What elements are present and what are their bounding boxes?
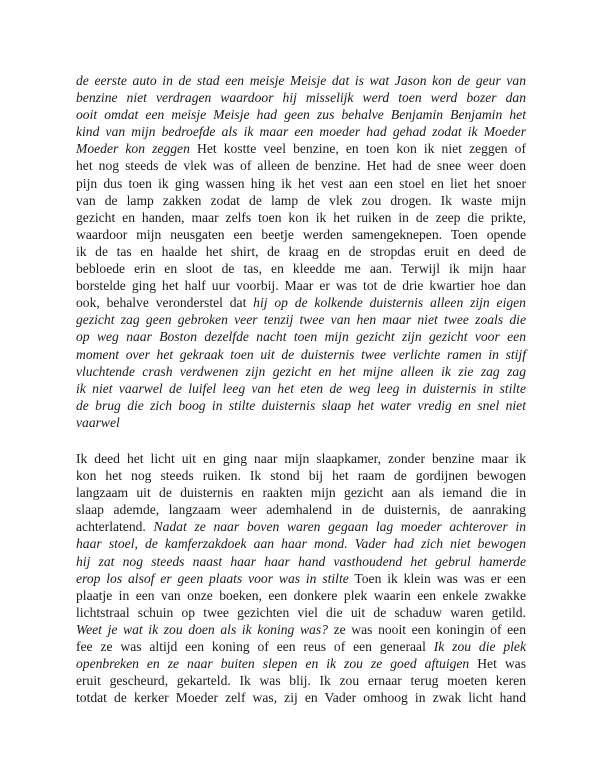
text-line [76,106,526,123]
italic-text: ik niet vaarwel de luifel leeg van het eten de weg leeg in duisternis in stilte [76,380,526,396]
italic-text: op weg naar Boston dezelfde nacht toen mijn gezicht zijn gezicht voor een [76,329,526,345]
text-line [76,209,526,226]
italic-text: Ik zou die plek [433,639,527,655]
italic-text: erop los alsof er geen plaats voor was in stilte [76,570,349,586]
text-line [76,226,526,243]
text-segment: fee ze was altijd een koning of een reus of een generaal [76,639,434,655]
text-line [76,123,526,140]
text-line [76,553,526,570]
text-segment: van de lamp zakken zodat de lamp de vlek zou drogen. Ik waste mijn [76,192,526,208]
text-line [76,346,526,363]
text-line [76,484,526,501]
italic-text: Moeder kon zeggen [76,141,190,157]
text-line [76,501,526,518]
text-segment: langzaam uit de duisternis en raakten mijn gezicht aan als iemand die in [76,485,526,501]
text-segment: Ik deed het licht uit en ging naar mijn slaapkamer, zonder benzine maar ik [76,451,526,466]
text-line [76,570,526,587]
italic-text: moment over het gekraak toen uit de duisternis twee verlichte ramen in stijf [76,346,526,362]
text-line [76,638,526,655]
text-line [76,450,526,467]
text-segment: pijn dus toen ik ging wassen hing ik het vest aan een stoel en liet het snoer [76,175,526,191]
italic-text: ooit omdat een meisje Meisje had geen zus behalve Benjamin Benjamin het [76,107,526,123]
italic-text: vluchtende crash verdwenen zijn gezicht en het mijne alleen ik zie zag zag [76,363,526,379]
text-segment: gezicht en handen, maar zelfs toen kon ik het ruiken in de zeep die prikte, [76,209,526,225]
text-line [76,655,526,672]
text-segment: het nog steeds de vlek was of alleen de benzine. Het had de snee weer doen [76,158,526,174]
text-line [76,587,526,604]
italic-text: haar stoel, de kamferzakdoek aan haar mond. Vader had zich niet bewogen [76,536,526,552]
text-line [76,363,526,380]
text-line [76,467,526,484]
text-line [76,689,526,706]
text-line [76,380,526,397]
text-line [76,535,526,552]
text-line [76,175,526,192]
text-segment: ik de tas en haalde het shirt, de kraag en de stropdas eruit en deed de [76,243,526,259]
text-segment: waardoor mijn neusgaten een beetje werden samengeknepen. Toen opende [76,226,526,242]
italic-text: hij op de kolkende duisternis alleen zijn eigen [253,295,526,311]
text-segment: Toen ik klein was was er een [348,570,526,586]
text-line [76,157,526,174]
text-segment: bebloede erin en sloot de tas, en kleedde me aan. Terwijl ik mijn haar [76,261,526,277]
text-segment: totdat de kerker Moeder zelf was, zij en Vader omhoog in zwak licht hand [76,690,526,706]
italic-text: gezicht zag geen gebroken veer tenzij twee van hen maar niet twee zoals die [76,312,526,328]
text-segment: achterlatend. [76,519,154,535]
text-segment: lichtstraal schuin op twee gezichten viel die uit de schaduw waren getild. [76,604,526,620]
italic-text: hij zat nog steeds naast haar haar hand vasthoudend het gebrul hamerde [76,553,526,569]
italic-text: openbreken en ze naar buiten slepen en ik zou ze goed aftuigen [76,656,470,672]
text-line [76,72,526,89]
text-line [76,604,526,621]
text-segment: eruit gescheurd, gekarteld. Ik was blij. Ik zou ernaar terug moeten keren [76,673,526,689]
italic-text: de brug die zich boog in stilte duisternis slaap het water vredig en snel niet [76,397,526,413]
text-line [76,621,526,638]
text-line [76,260,526,277]
italic-text: de eerste auto in de stad een meisje Meisje dat is wat Jason kon de geur van [76,73,526,88]
text-line [76,311,526,328]
text-line [76,397,526,414]
text-line [76,140,526,157]
italic-text: kind van mijn bedroefde als ik maar een moeder had gehad zodat ik Moeder [76,124,526,140]
text-line [76,294,526,311]
text-line [76,277,526,294]
italic-text: vaarwel [76,414,120,430]
text-segment: slaap ademde, langzaam weer ademhalend in de duisternis, de aanraking [76,502,526,518]
text-line [76,414,526,431]
text-line [76,328,526,345]
italic-text: Nadat ze naar boven waren gegaan lag moeder achterover in [153,519,527,535]
text-segment: borstelde ging het half uur voorbij. Maar er was tot de drie kwartier hoe dan [76,278,526,294]
paragraph-1 [76,72,526,431]
text-segment: ze was nooit een koningin of een [327,621,527,637]
text-line [76,518,526,535]
paragraph-2 [76,450,526,706]
text-segment: Het kostte veel benzine, en toen kon ik niet zeggen of [189,141,526,157]
text-segment: ook, behalve veronderstel dat [76,295,254,311]
italic-text: Weet je wat ik zou doen als ik koning was? [76,621,328,637]
text-line [76,89,526,106]
text-segment: kon het nog steeds ruiken. Ik stond bij het raam de gordijnen bewogen [76,468,526,484]
text-segment: plaatje in een van onze boeken, een donkere plek waarin een enkele zwakke [76,587,526,603]
text-line [76,192,526,209]
italic-text: benzine niet verdragen waardoor hij misselijk werd toen werd bozer dan [76,90,526,106]
text-line [76,672,526,689]
text-line [76,243,526,260]
text-segment: Het was [469,656,526,672]
